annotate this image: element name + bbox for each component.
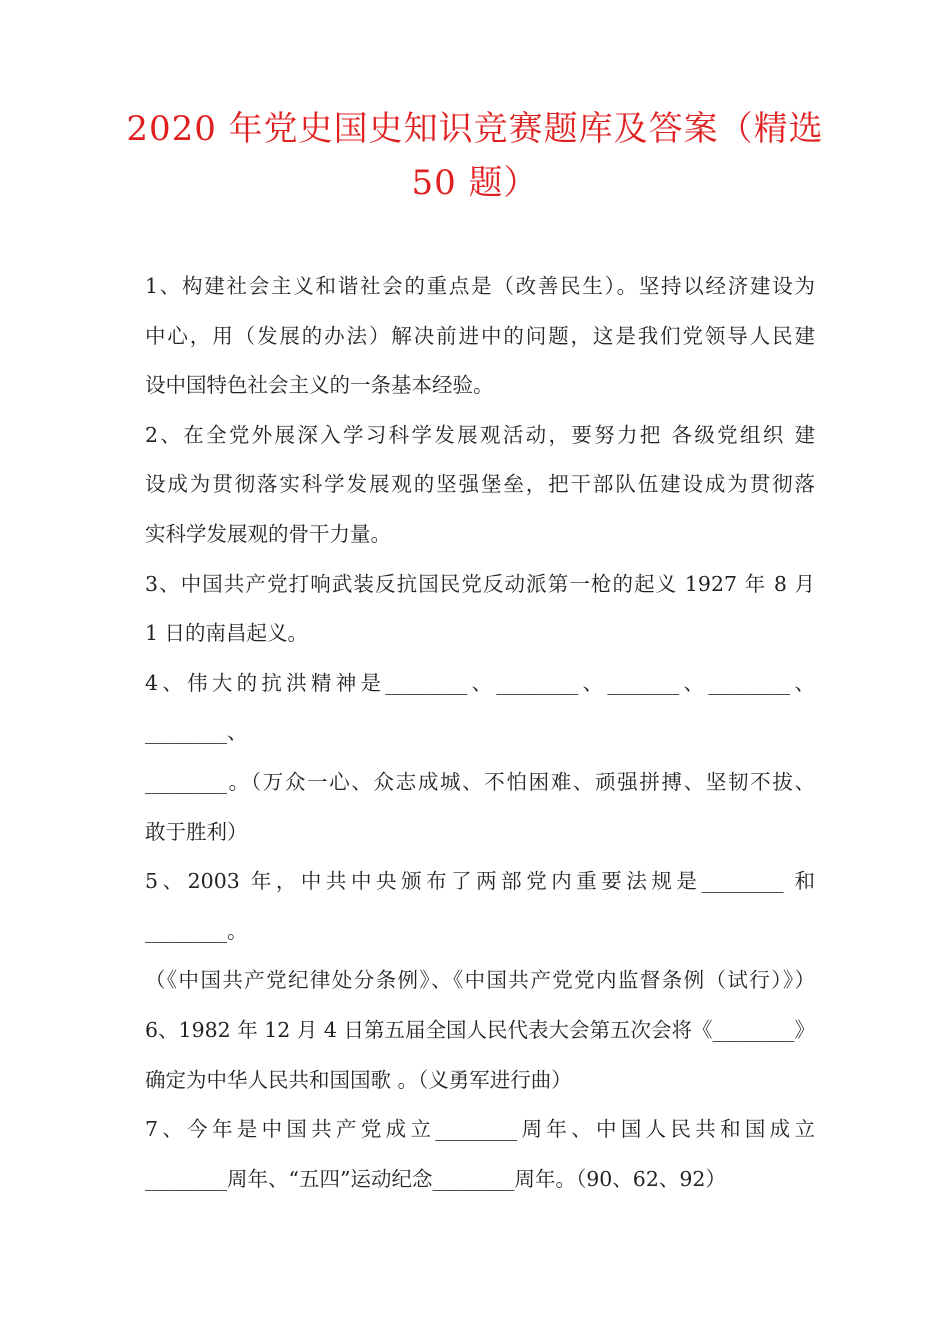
text-line: 设中国特色社会主义的一条基本经验。 bbox=[145, 373, 494, 398]
text-line: 设成为贯彻落实科学发展观的坚强堡垒，把干部队伍建设成为贯彻落 bbox=[145, 472, 815, 497]
document-body bbox=[145, 262, 815, 1204]
text-line: 2、在全党外展深入学习科学发展观活动，要努力把 各级党组织 建 bbox=[145, 422, 815, 447]
title-line-2: 50 题） bbox=[411, 163, 539, 203]
text-line: 1 日的南昌起义。 bbox=[145, 621, 309, 646]
document-title bbox=[120, 102, 830, 210]
text-line: 5、2003 年，中共中央颁布了两部党内重要法规是________ 和 bbox=[145, 869, 815, 894]
text-line: 敢于胜利） bbox=[145, 819, 248, 844]
text-line: 中心，用（发展的办法）解决前进中的问题，这是我们党领导人民建 bbox=[145, 323, 815, 348]
text-line: 6、1982 年 12 月 4 日第五届全国人民代表大会第五次会将《________》 bbox=[145, 1017, 815, 1042]
text-line: 实科学发展观的骨干力量。 bbox=[145, 521, 391, 546]
text-line: 7、今年是中国共产党成立________周年、中国人民共和国成立 bbox=[145, 1117, 815, 1142]
text-line: （《中国共产党纪律处分条例》、《中国共产党党内监督条例（试行）》） bbox=[145, 968, 815, 993]
title-line-1: 2020 年党史国史知识竞赛题库及答案（精选 bbox=[126, 109, 824, 149]
text-line: ________。 bbox=[145, 918, 248, 943]
text-line: ________。（万众一心、众志成城、不怕困难、顽强拼搏、坚韧不拔、 bbox=[145, 769, 815, 794]
text-line: 确定为中华人民共和国国歌 。（义勇军进行曲） bbox=[145, 1067, 572, 1092]
text-line: 1、构建社会主义和谐社会的重点是（改善民生）。坚持以经济建设为 bbox=[145, 274, 815, 298]
text-line: ________周年、“五四”运动纪念________周年。（90、62、92） bbox=[145, 1166, 726, 1191]
text-line: 4、伟大的抗洪精神是________、________、_______、________、 bbox=[145, 670, 815, 695]
text-line: ________、 bbox=[145, 720, 248, 745]
text-line: 3、中国共产党打响武装反抗国民党反动派第一枪的起义 1927 年 8 月 bbox=[145, 571, 815, 596]
